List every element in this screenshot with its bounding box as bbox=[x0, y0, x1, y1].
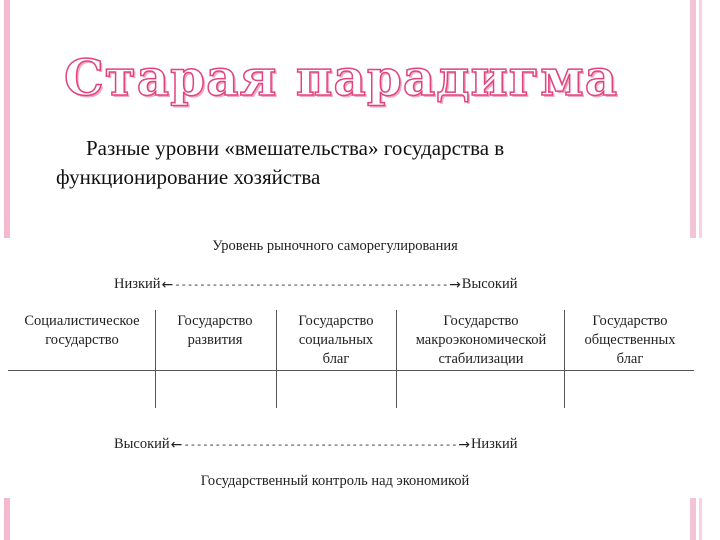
scale-high-label: Высокий bbox=[461, 276, 518, 292]
market-self-regulation-label: Уровень рыночного саморегулирования bbox=[212, 238, 458, 254]
right-decor-bar-bottom bbox=[690, 498, 696, 540]
right-decor-bar bbox=[690, 0, 696, 238]
slide-subtitle: Разные уровни «вмешательства» государства в функционирование хозяйства bbox=[56, 136, 505, 189]
column-socialist-state: Социалистическое государство bbox=[24, 313, 140, 348]
state-control-label: Государственный контроль над экономикой bbox=[200, 473, 470, 489]
state-control-scale bbox=[114, 436, 517, 453]
scale-low-label: Низкий bbox=[114, 276, 161, 292]
right-arrow-icon: → bbox=[458, 436, 470, 453]
column-public-goods-state: Государство общественных благ bbox=[584, 313, 676, 367]
right-decor-bar-thin bbox=[699, 0, 702, 238]
right-decor-bar-bottom-thin bbox=[699, 498, 702, 540]
self-regulation-scale bbox=[114, 276, 517, 293]
left-decor-bar bbox=[4, 0, 10, 238]
column-developmental-state: Государство развития bbox=[177, 313, 253, 348]
column-social-welfare-state: Государство социальных благ bbox=[298, 313, 374, 367]
table-vertical-line bbox=[396, 310, 397, 408]
scale-dashes: -------------------------------------------- bbox=[183, 438, 458, 451]
table-horizontal-line bbox=[8, 370, 694, 371]
table-vertical-line bbox=[276, 310, 277, 408]
scale-dashes: -------------------------------------------- bbox=[174, 278, 449, 291]
table-vertical-line bbox=[155, 310, 156, 408]
column-macro-stabilization-state: Государство макроэкономической стабилизации bbox=[415, 313, 547, 367]
left-arrow-icon: ← bbox=[170, 436, 183, 453]
scale-low-label: Низкий bbox=[470, 436, 518, 452]
scale-high-label: Высокий bbox=[114, 436, 170, 452]
left-decor-bar-bottom bbox=[4, 498, 10, 540]
paradigm-diagram bbox=[0, 230, 720, 500]
right-arrow-icon: → bbox=[449, 276, 461, 293]
left-arrow-icon: ← bbox=[161, 276, 174, 293]
slide-title: Старая парадигма bbox=[64, 48, 619, 107]
table-vertical-line bbox=[564, 310, 565, 408]
